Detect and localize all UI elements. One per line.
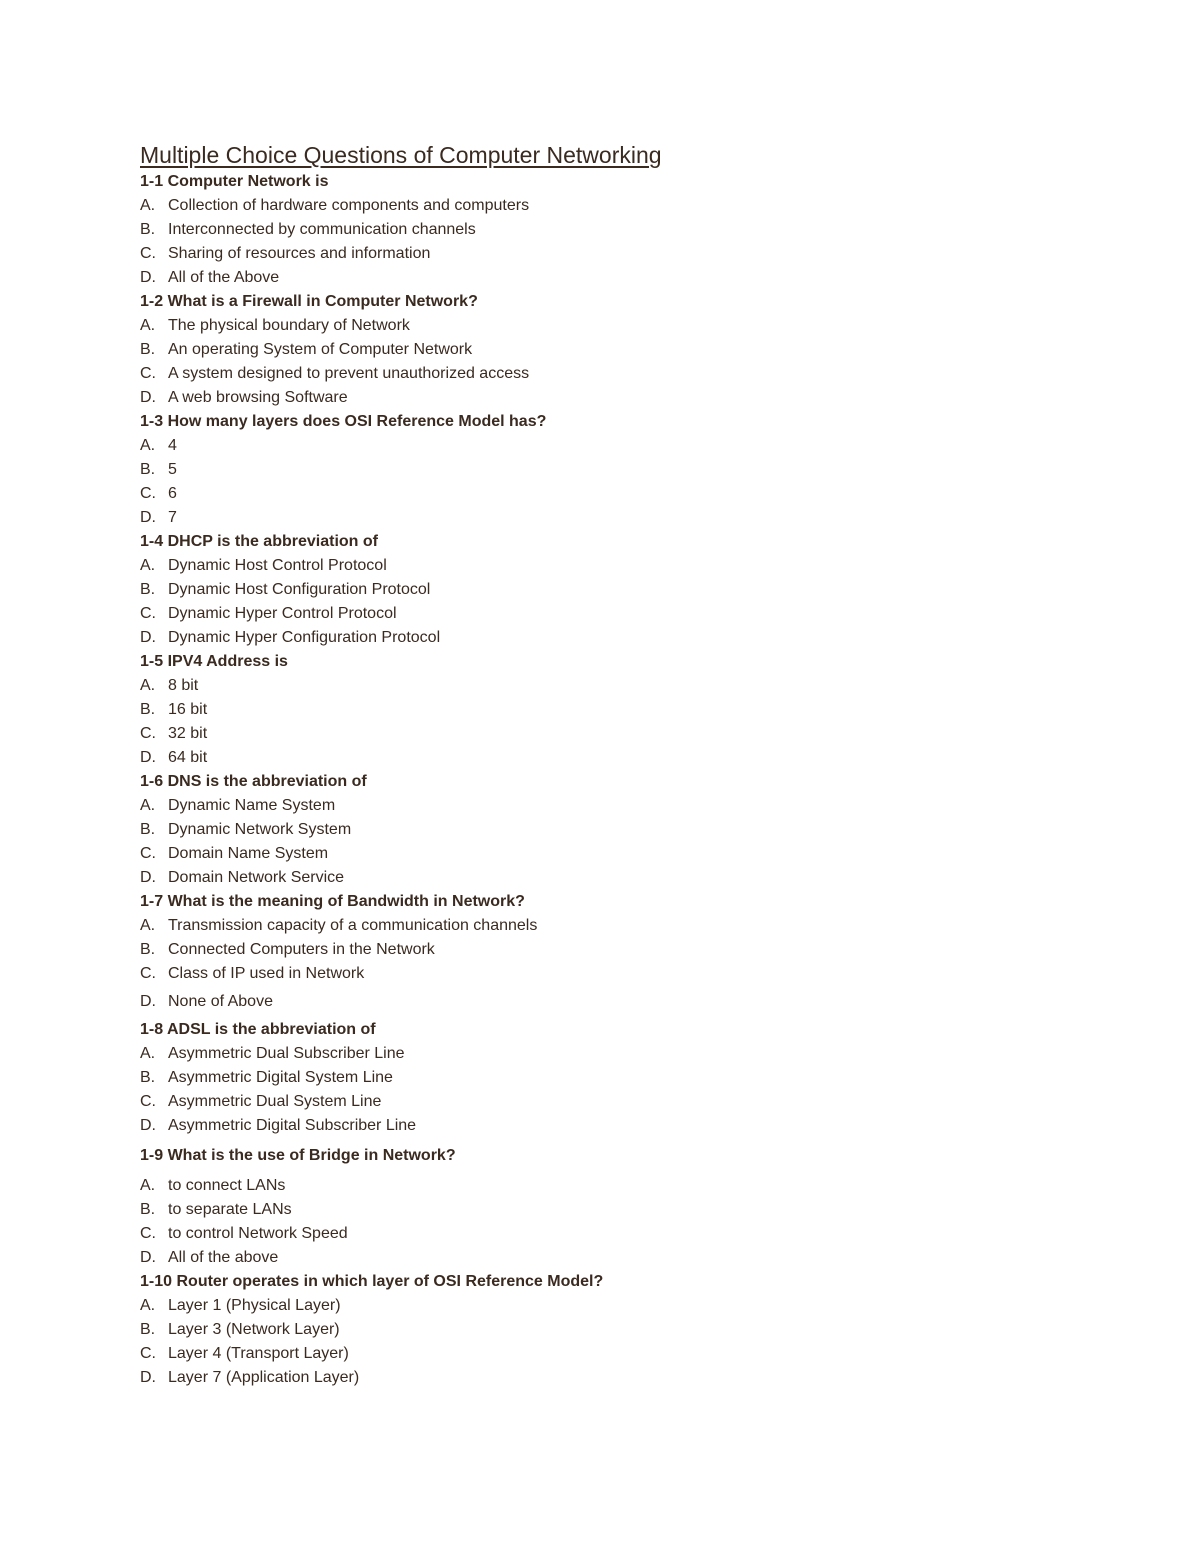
option-text: to separate LANs [168,1201,292,1218]
answer-option [140,1342,1140,1366]
answer-option [140,386,1140,410]
document-page [140,140,1140,1390]
question-number: 1-2 [140,293,164,310]
question-heading [140,1144,1140,1168]
question-number: 1-3 [140,413,164,430]
option-letter: A. [140,1177,156,1194]
answer-option [140,1246,1140,1270]
answer-option [140,482,1140,506]
page-title: Multiple Choice Questions of Computer Networking [140,142,662,168]
question-text: What is a Firewall in Computer Network? [167,293,478,310]
option-text: 64 bit [168,749,208,766]
option-letter: B. [140,461,156,478]
option-text: Asymmetric Digital System Line [168,1069,393,1086]
answer-option [140,314,1140,338]
answer-option [140,602,1140,626]
answer-option [140,818,1140,842]
option-text: All of the above [168,1249,279,1266]
question-text: DNS is the abbreviation of [167,773,367,790]
option-letter: A. [140,197,156,214]
option-letter: C. [140,845,156,862]
question-heading [140,770,1140,794]
option-text: None of Above [168,993,273,1010]
option-text: Asymmetric Dual Subscriber Line [168,1045,405,1062]
question-text: IPV4 Address is [167,653,288,670]
option-text: Asymmetric Dual System Line [168,1093,382,1110]
option-text: 7 [168,509,177,526]
option-text: An operating System of Computer Network [168,341,473,358]
answer-option [140,506,1140,530]
answer-option [140,458,1140,482]
answer-option [140,938,1140,962]
option-letter: C. [140,1225,156,1242]
answer-option [140,698,1140,722]
question-heading [140,170,1140,194]
question-heading [140,410,1140,434]
option-text: to control Network Speed [168,1225,348,1242]
answer-option [140,746,1140,770]
option-text: Dynamic Host Control Protocol [168,557,387,574]
question-text: What is the use of Bridge in Network? [167,1147,456,1164]
option-text: The physical boundary of Network [168,317,410,334]
option-text: Dynamic Hyper Control Protocol [168,605,397,622]
option-text: Dynamic Hyper Configuration Protocol [168,629,441,646]
answer-option [140,722,1140,746]
answer-option [140,1114,1140,1138]
option-letter: B. [140,1321,156,1338]
question-text: ADSL is the abbreviation of [166,1021,376,1038]
option-letter: C. [140,1093,156,1110]
option-letter: C. [140,965,156,982]
option-text: Connected Computers in the Network [168,941,435,958]
question-block [140,170,1140,290]
question-heading [140,530,1140,554]
option-letter: A. [140,437,156,454]
answer-option [140,794,1140,818]
answer-option [140,1294,1140,1318]
answer-option [140,338,1140,362]
option-text: Domain Network Service [168,869,345,886]
question-block [140,410,1140,530]
option-text: Dynamic Name System [168,797,336,814]
answer-option [140,218,1140,242]
question-heading [140,650,1140,674]
question-block [140,770,1140,890]
option-letter: B. [140,701,156,718]
answer-option [140,362,1140,386]
option-letter: D. [140,993,156,1010]
question-number: 1-6 [140,773,164,790]
option-text: 16 bit [168,701,208,718]
question-number: 1-1 [140,173,164,190]
answer-option [140,578,1140,602]
option-letter: D. [140,269,156,286]
question-heading [140,1270,1140,1294]
option-letter: D. [140,509,156,526]
answer-option [140,1318,1140,1342]
answer-option [140,242,1140,266]
answer-option [140,842,1140,866]
option-letter: B. [140,581,156,598]
option-letter: A. [140,317,156,334]
option-text: Dynamic Host Configuration Protocol [168,581,431,598]
option-letter: B. [140,941,156,958]
option-letter: C. [140,605,156,622]
option-text: to connect LANs [168,1177,286,1194]
option-letter: A. [140,1045,156,1062]
option-text: Dynamic Network System [168,821,352,838]
option-text: 6 [168,485,177,502]
option-letter: B. [140,341,156,358]
answer-option [140,1198,1140,1222]
question-text: What is the meaning of Bandwidth in Network? [167,893,525,910]
question-number: 1-7 [140,893,164,910]
option-text: Interconnected by communication channels [168,221,476,238]
option-letter: A. [140,1297,156,1314]
question-text: How many layers does OSI Reference Model has? [167,413,547,430]
option-letter: B. [140,821,156,838]
answer-option [140,866,1140,890]
question-block [140,650,1140,770]
option-text: Layer 3 (Network Layer) [168,1321,340,1338]
question-number: 1-8 [140,1021,164,1038]
answer-option [140,554,1140,578]
question-block [140,890,1140,1014]
answer-option [140,1042,1140,1066]
option-letter: A. [140,917,156,934]
option-letter: C. [140,1345,156,1362]
question-text: Router operates in which layer of OSI Reference Model? [176,1273,604,1290]
question-text: DHCP is the abbreviation of [167,533,378,550]
option-letter: D. [140,749,156,766]
question-number: 1-9 [140,1147,164,1164]
question-heading [140,1018,1140,1042]
question-block [140,290,1140,410]
answer-option [140,266,1140,290]
answer-option [140,962,1140,986]
option-letter: D. [140,629,156,646]
option-letter: B. [140,1201,156,1218]
answer-option [140,1090,1140,1114]
question-list [140,170,1140,1390]
option-letter: B. [140,1069,156,1086]
option-letter: C. [140,725,156,742]
question-block [140,1144,1140,1270]
option-text: Transmission capacity of a communication channels [168,917,538,934]
answer-option [140,674,1140,698]
option-text: A web browsing Software [168,389,348,406]
option-letter: B. [140,221,156,238]
option-text: Layer 1 (Physical Layer) [168,1297,341,1314]
option-letter: D. [140,869,156,886]
option-letter: C. [140,365,156,382]
option-text: Sharing of resources and information [168,245,431,262]
question-block [140,530,1140,650]
question-text: Computer Network is [167,173,329,190]
answer-option [140,1066,1140,1090]
option-text: Layer 4 (Transport Layer) [168,1345,349,1362]
option-letter: A. [140,677,156,694]
option-letter: C. [140,245,156,262]
answer-option [140,1222,1140,1246]
option-text: Domain Name System [168,845,329,862]
answer-option [140,990,1140,1014]
option-letter: D. [140,1249,156,1266]
option-letter: D. [140,1117,156,1134]
option-text: Asymmetric Digital Subscriber Line [168,1117,417,1134]
option-text: All of the Above [168,269,280,286]
option-text: 8 bit [168,677,199,694]
option-letter: A. [140,797,156,814]
question-number: 1-4 [140,533,164,550]
answer-option [140,626,1140,650]
answer-option [140,194,1140,218]
answer-option [140,914,1140,938]
answer-option [140,434,1140,458]
option-letter: D. [140,389,156,406]
option-text: Class of IP used in Network [168,965,365,982]
option-letter: D. [140,1369,156,1386]
option-text: 5 [168,461,177,478]
option-letter: A. [140,557,156,574]
option-text: 4 [168,437,177,454]
question-number: 1-10 [140,1273,173,1290]
option-letter: C. [140,485,156,502]
option-text: Collection of hardware components and computers [168,197,530,214]
option-text: Layer 7 (Application Layer) [168,1369,360,1386]
question-block [140,1270,1140,1390]
answer-option [140,1174,1140,1198]
question-heading [140,290,1140,314]
question-heading [140,890,1140,914]
answer-option [140,1366,1140,1390]
option-text: A system designed to prevent unauthorized access [168,365,530,382]
option-text: 32 bit [168,725,208,742]
question-block [140,1018,1140,1138]
question-number: 1-5 [140,653,164,670]
